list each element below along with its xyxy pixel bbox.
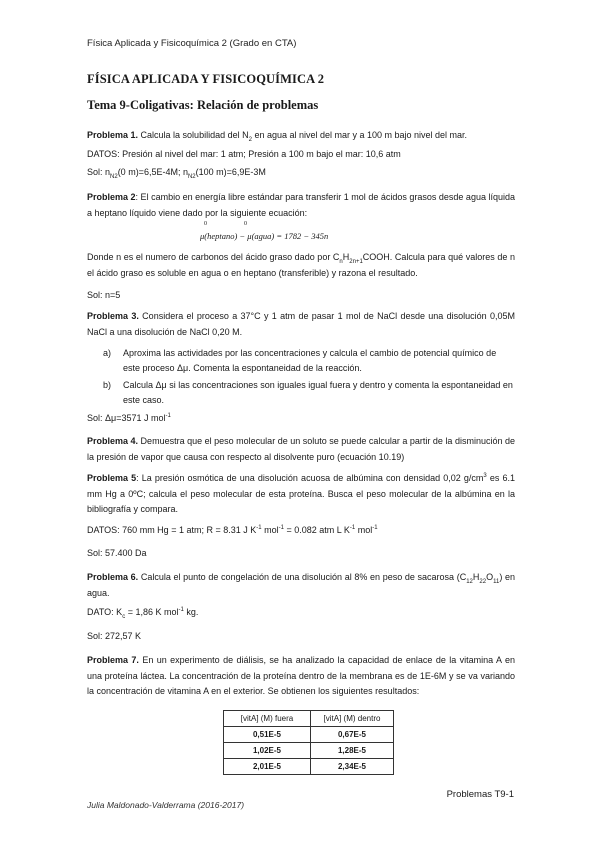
table-cell: 2,34E-5 [311, 759, 394, 775]
problem-4: Problema 4. Demuestra que el peso molecular de un soluto se puede calcular a partir de la disminución de la presión de vapor que causa con respecto al disolvente puro (ecuación 10.19) [87, 436, 515, 462]
problem-5-statement: Problema 5: La presión osmótica de una disolución acuosa de albúmina con densidad 0,02 $g/cm^3$ es 6.1 mm Hg a 0ºC; calcula el peso molecular de esta proteína. Busca el peso molecular de la albúmina en la bibliografía y compara. [87, 473, 515, 514]
table-cell: 1,02E-5 [224, 743, 311, 759]
problem-1-datos: DATOS: Presión al nivel del mar: 1 atm; Presión a 100 m bajo el mar: 10,6 atm [87, 148, 401, 159]
problem-6-solution: Sol: 272,57 K [87, 631, 142, 641]
vitamin-a-table [223, 710, 394, 775]
author-footer: Julia Maldonado-Valderrama (2016-2017) [87, 800, 245, 810]
document-subtitle: Tema 9-Coligativas: Relación de problemas [87, 98, 319, 112]
problem-1 [87, 128, 515, 181]
problem-2-solution: Sol: n=5 [87, 290, 121, 300]
table-header-outside: [vitA] (M) fuera [224, 711, 311, 727]
running-header: Física Aplicada y Fisicoquímica 2 (Grado en CTA) [87, 38, 297, 49]
list-item: a) Aproxima las actividades por las concentraciones y calcula el cambio de potencial químico de este proceso Δμ. Comenta la espontaneidad de la reacción. [103, 348, 497, 373]
table-row [224, 759, 394, 775]
problem-3-solution: Sol: Δμ=3571 J mol$^{-1}$ [87, 413, 171, 423]
table-header-inside: [vitA] (M) dentro [311, 711, 394, 727]
document-title: FÍSICA APLICADA Y FISICOQUÍMICA 2 [87, 72, 325, 86]
page-label: Problemas T9-1 [446, 789, 514, 800]
table-cell: 0,51E-5 [224, 727, 311, 743]
table-cell: 0,67E-5 [311, 727, 394, 743]
list-item: b) Calcula Δμ si las concentraciones son iguales igual fuera y dentro y comenta la espontaneidad en este caso. [103, 380, 513, 405]
problem-7: Problema 7. En un experimento de diálisis, se ha analizado la capacidad de enlace de la vitamina A en una proteína láctea. La concentración de la proteína dentro de la membrana es de 1E-6M y se va variando la concentración de vitamina A en el exterior. Se obtienen los siguientes resultados: [87, 655, 515, 696]
table-row [224, 727, 394, 743]
problem-2 [87, 190, 515, 221]
problem-6 [87, 570, 515, 601]
problem-1-statement: Problema 1. Calcula la solubilidad del $N_2$ en agua al nivel del mar y a 100 m bajo nivel del mar. [87, 130, 468, 143]
problem-6-statement: Problema 6. Calcula el punto de congelación de una disolución al 8% en peso de sacarosa $(C_{12}H_{22}O_{11})$ en agua. [87, 572, 516, 598]
problem-6-dato: DATO: $K_c = 1,86$ K mol$^{-1}$ kg. [87, 607, 199, 620]
problem-2-continuation: Donde n es el numero de carbonos del ácido graso dado por $C_nH_{2n+1}COOH$. Calcula para qué valores de n el ácido graso es soluble en agua o en heptano (transferible) y razona el resultado. Sol: n=5 [87, 250, 515, 304]
problem-5-solution: Sol: 57.400 Da [87, 548, 147, 558]
problem-1-solution: Sol: $n_{N2}(0$ m)=6,5E-4M; $n_{N2}(100$ m)=6,9E-3M [87, 167, 266, 180]
table-row [224, 743, 394, 759]
problem-2-equation: 0 0 μ(heptano) − μ(agua) = 1782 − 345n [200, 221, 329, 241]
problem-5-datos: DATOS: 760 mm Hg = 1 atm; R = 8.31 J $K^{-1}$ mol$^{-1}$ = 0.082 atm L $K^{-1}$ mol$^{-1}$ [87, 525, 378, 535]
table-header-row [224, 711, 394, 727]
problem-3 [87, 309, 515, 340]
table-cell: 2,01E-5 [224, 759, 311, 775]
problem-3-statement: Problema 3. Considera el proceso a 37°C y 1 atm de pasar 1 mol de NaCl desde una disolución 0,05M NaCl a una disolución de NaCl 0,20 M. [87, 311, 515, 337]
problem-5 [87, 471, 515, 518]
table-cell: 1,28E-5 [311, 743, 394, 759]
problem-3-list [103, 346, 515, 408]
problem-2-statement: Problema 2: El cambio en energía libre estándar para transferir 1 mol de ácidos grasos desde agua líquida a heptano líquido viene dado por la siguiente ecuación: [87, 192, 515, 218]
